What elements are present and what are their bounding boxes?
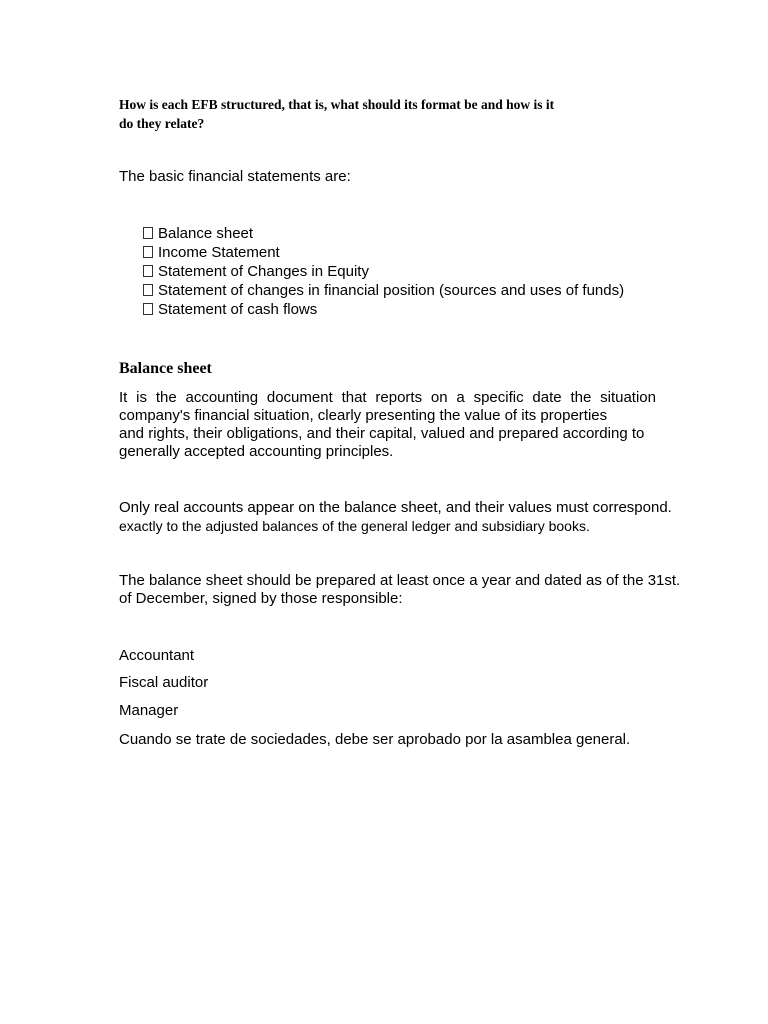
statements-list — [143, 224, 624, 319]
empty-box-bullet-icon — [143, 246, 153, 258]
paragraph-line: company's financial situation, clearly presenting the value of its properties — [119, 407, 608, 424]
paragraph-line: of December, signed by those responsible: — [119, 590, 403, 607]
empty-box-bullet-icon — [143, 227, 153, 239]
intro-text: The basic financial statements are: — [119, 168, 351, 185]
signer-manager: Manager — [119, 702, 179, 719]
section-heading: Balance sheet — [119, 360, 212, 377]
signer-fiscal-auditor: Fiscal auditor — [119, 674, 209, 691]
empty-box-bullet-icon — [143, 265, 153, 277]
question-title-line: do they relate? — [119, 116, 205, 131]
closing-note: Cuando se trate de sociedades, debe ser aprobado por la asamblea general. — [119, 731, 631, 748]
question-title-line: How is each EFB structured, that is, what should its format be and how is it — [119, 97, 555, 112]
empty-box-bullet-icon — [143, 284, 153, 296]
list-item — [143, 243, 624, 262]
paragraph-line: exactly to the adjusted balances of the general ledger and subsidiary books. — [119, 518, 590, 534]
paragraph-line: generally accepted accounting principles. — [119, 443, 394, 460]
paragraph-line: and rights, their obligations, and their capital, valued and prepared according to — [119, 425, 645, 442]
paragraph-line: Only real accounts appear on the balance sheet, and their values must correspond. — [119, 499, 672, 516]
list-item — [143, 300, 624, 319]
list-item-label: Statement of changes in financial position (sources and uses of funds) — [158, 282, 625, 299]
question-title — [119, 95, 639, 133]
signer-accountant: Accountant — [119, 647, 195, 664]
list-item-label: Statement of cash flows — [158, 301, 318, 318]
list-item — [143, 281, 624, 300]
empty-box-bullet-icon — [143, 303, 153, 315]
list-item — [143, 262, 624, 281]
definition-paragraph — [119, 389, 656, 461]
list-item-label: Income Statement — [158, 244, 280, 261]
list-item-label: Statement of Changes in Equity — [158, 263, 369, 280]
paragraph-line: It is the accounting document that reports on a specific date the situation — [119, 389, 656, 406]
paragraph-line: The balance sheet should be prepared at least once a year and dated as of the 31st. — [119, 572, 681, 589]
list-item — [143, 224, 624, 243]
accounts-paragraph — [119, 499, 672, 535]
preparation-paragraph — [119, 572, 680, 608]
list-item-label: Balance sheet — [158, 225, 254, 242]
